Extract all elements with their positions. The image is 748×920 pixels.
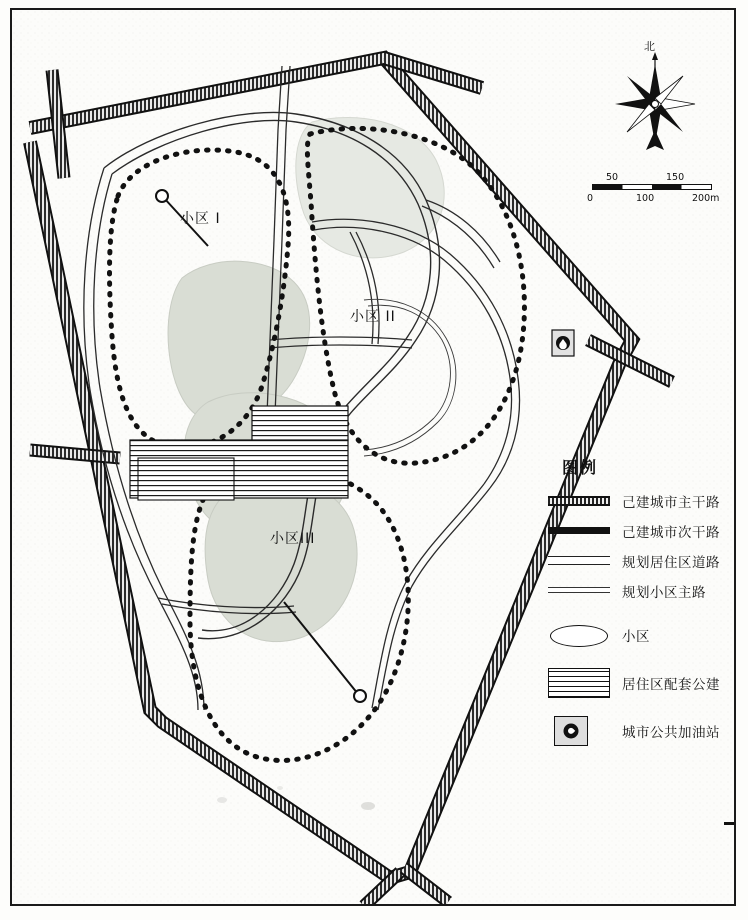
legend-item-gas-station (548, 714, 736, 748)
district-road-icon (548, 550, 610, 572)
main-road-icon (548, 490, 610, 512)
scale-tick-0: 0 (587, 193, 594, 204)
quarter-label-2: 小区 II (350, 309, 396, 325)
legend-label-gas-station: 城市公共加油站 (622, 725, 720, 741)
secondary-road-icon (548, 520, 610, 542)
sub-road-icon (548, 580, 610, 602)
gas-station-marker (552, 330, 574, 356)
quarter-label-1: 小区 I (180, 211, 221, 227)
legend-item-facility (548, 666, 736, 700)
scale-tick-150: 150 (666, 172, 685, 183)
scale-bar (584, 172, 724, 210)
legend-item-secondary-road (548, 518, 736, 544)
corner-registration-mark (724, 822, 736, 825)
scale-tick-200m: 200m (692, 193, 720, 204)
legend-label-facility: 居住区配套公建 (622, 677, 720, 693)
quarter-ellipse-icon (548, 624, 610, 646)
legend-item-quarter (548, 618, 736, 652)
scale-tick-50: 50 (606, 172, 619, 183)
map-frame (10, 8, 736, 906)
legend-title: 图例 (562, 458, 599, 477)
legend (548, 455, 736, 795)
legend-label-secondary-road: 己建城市次干路 (622, 525, 720, 541)
legend-item-main-road (548, 488, 736, 514)
legend-label-district-road: 规划居住区道路 (622, 555, 720, 571)
legend-item-sub-road (548, 578, 736, 604)
facility-hatch-icon (548, 668, 610, 698)
legend-label-sub-road: 规划小区主路 (622, 585, 706, 601)
compass-graphic (600, 38, 710, 168)
scale-tick-100: 100 (636, 193, 655, 204)
gas-station-icon (548, 716, 610, 746)
scale-bar-graphic (592, 184, 712, 190)
legend-item-district-road (548, 548, 736, 574)
quarter-label-3: 小区III (270, 531, 316, 547)
compass-rose (600, 38, 710, 168)
legend-label-quarter: 小区 (622, 629, 650, 645)
west-arterial-stub (30, 450, 120, 458)
legend-label-main-road: 己建城市主干路 (622, 495, 720, 511)
compass-north-label: 北 (644, 40, 655, 53)
